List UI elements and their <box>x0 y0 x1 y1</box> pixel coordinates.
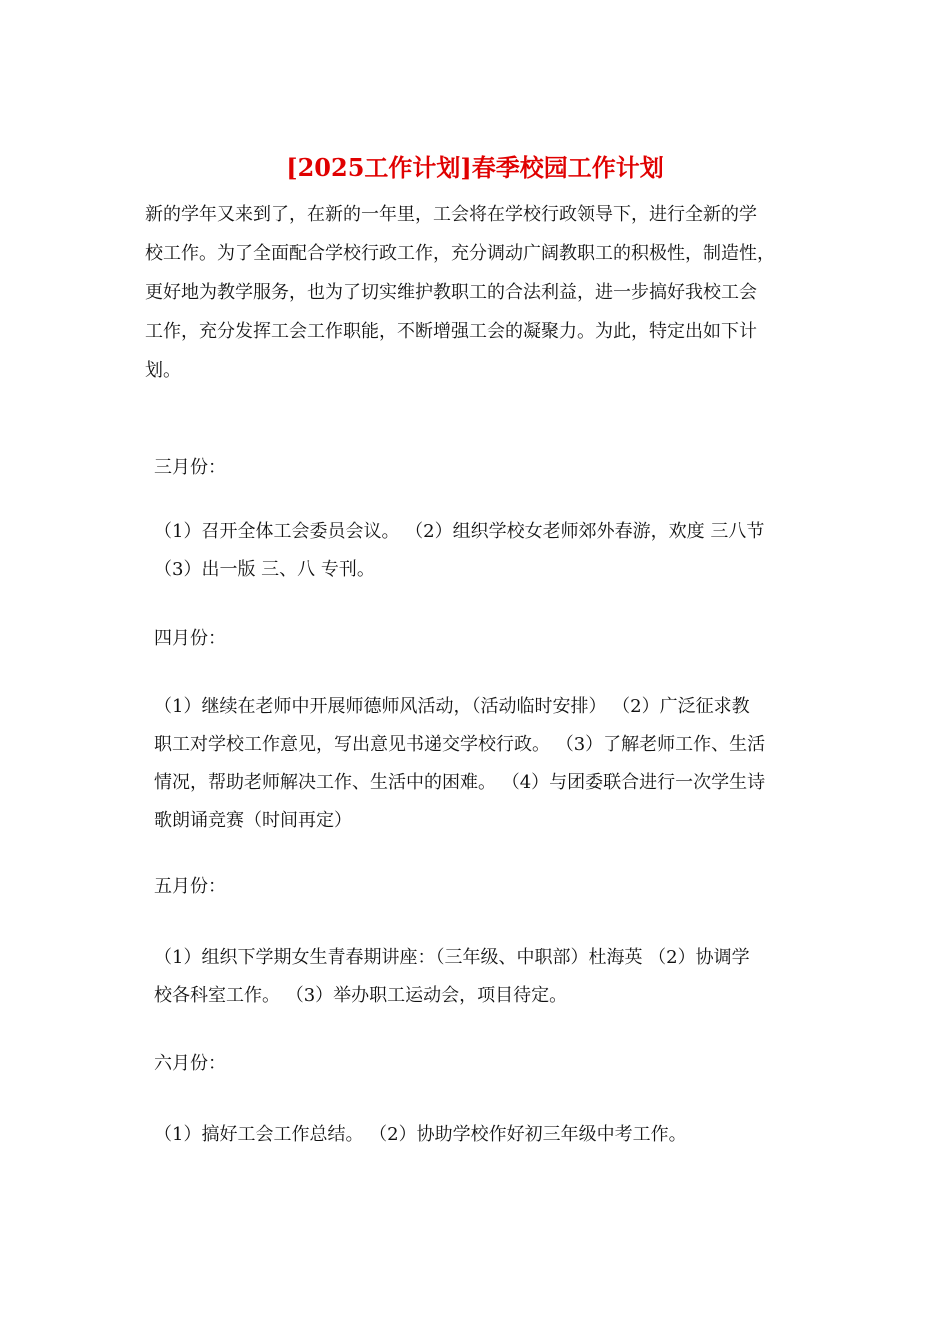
intro-line: 校工作。为了全面配合学校行政工作，充分调动广阔教职工的积极性，制造性， <box>145 243 775 264</box>
section-line: （3）出一版 三、八 专刊。 <box>154 559 375 580</box>
intro-line: 更好地为教学服务，也为了切实维护教职工的合法利益，进一步搞好我校工会 <box>145 282 757 303</box>
section-line: （1）召开全体工会委员会议。 （2）组织学校女老师郊外春游，欢度 三八节 <box>154 521 765 542</box>
section-heading-may: 五月份： <box>154 876 226 897</box>
section-line: （1）组织下学期女生青春期讲座：（三年级、中职部）杜海英 （2）协调学 <box>154 947 750 968</box>
section-body-may <box>154 939 814 1015</box>
section-body-june <box>154 1116 814 1154</box>
section-line: （1）继续在老师中开展师德师风活动，（活动临时安排） （2）广泛征求教 <box>154 696 750 717</box>
section-line: 校各科室工作。 （3）举办职工运动会，项目待定。 <box>154 985 568 1006</box>
section-heading-march: 三月份： <box>154 457 226 478</box>
section-heading-april: 四月份： <box>154 628 226 649</box>
section-body-march <box>154 513 814 589</box>
intro-line: 新的学年又来到了，在新的一年里，工会将在学校行政领导下，进行全新的学 <box>145 204 757 225</box>
section-line: （1）搞好工会工作总结。 （2）协助学校作好初三年级中考工作。 <box>154 1124 687 1145</box>
section-line: 情况，帮助老师解决工作、生活中的困难。 （4）与团委联合进行一次学生诗 <box>154 772 766 793</box>
section-body-april <box>154 688 814 840</box>
intro-paragraph <box>145 195 810 390</box>
section-line: 歌朗诵竞赛（时间再定） <box>154 810 352 831</box>
section-heading-june: 六月份： <box>154 1053 226 1074</box>
document-title: [2025工作计划]春季校园工作计划 <box>286 153 664 182</box>
intro-line: 工作，充分发挥工会工作职能，不断增强工会的凝聚力。为此，特定出如下计 <box>145 321 757 342</box>
section-line: 职工对学校工作意见，写出意见书递交学校行政。 （3）了解老师工作、生活 <box>154 734 766 755</box>
intro-line: 划。 <box>145 360 181 381</box>
